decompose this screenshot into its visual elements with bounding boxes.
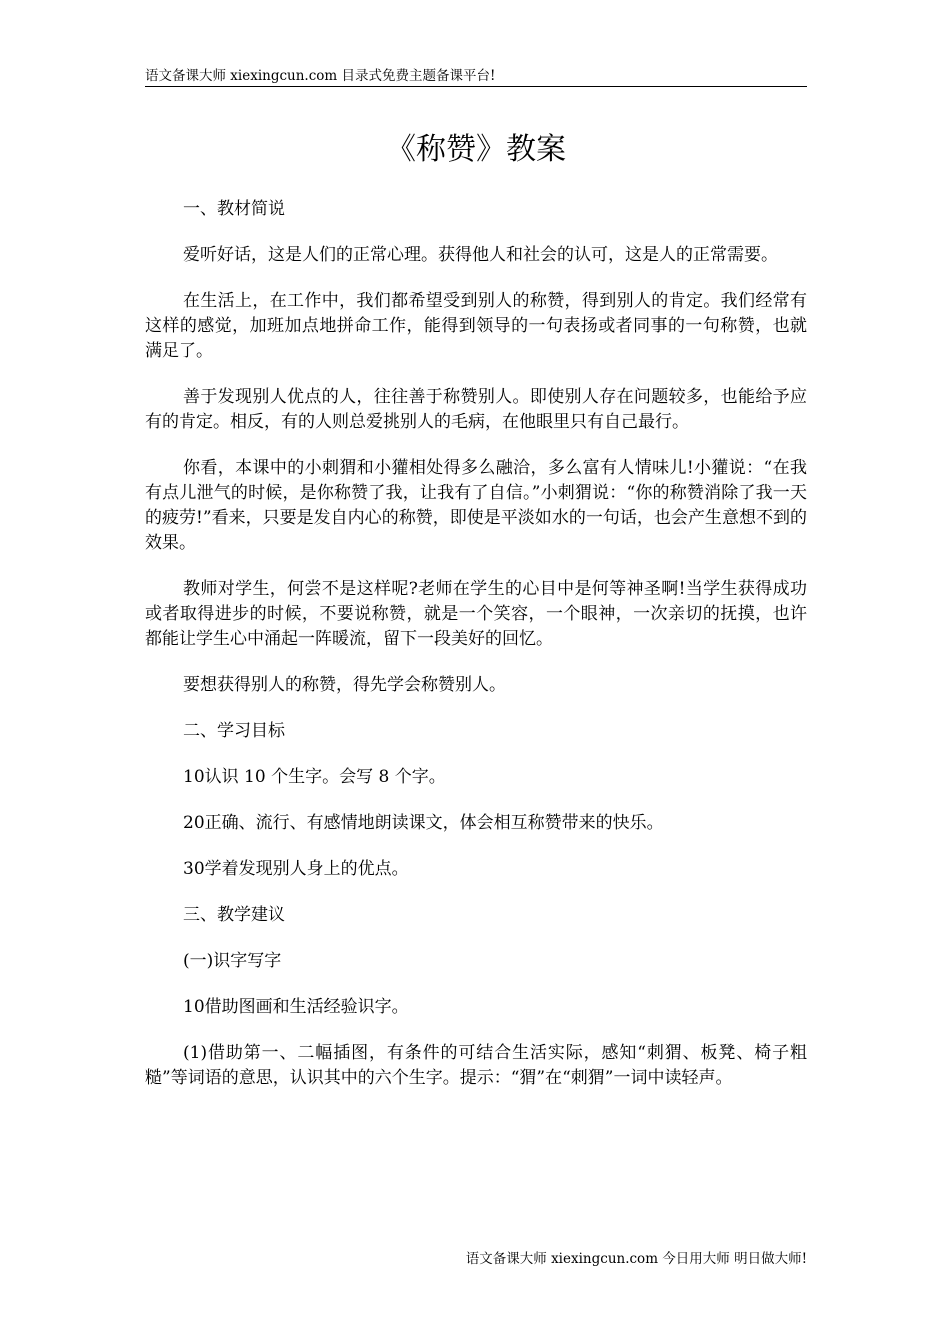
body-paragraph: 在生活上，在工作中，我们都希望受到别人的称赞，得到别人的肯定。我们经常有这样的感觉，加班加点地拼命工作，能得到领导的一句表扬或者同事的一句称赞，也就满足了。 — [145, 291, 807, 361]
page-header: 语文备课大师 xiexingcun.com 目录式免费主题备课平台! — [145, 68, 496, 84]
body-paragraph: 你看，本课中的小刺猬和小獾相处得多么融洽，多么富有人情味儿!小獾说：“在我有点儿泄气的时候，是你称赞了我，让我有了自信。”小刺猬说：“你的称赞消除了我一天的疲劳!”看来，只要是发自内心的称赞，即使是平淡如水的一句话，也会产生意想不到的效果。 — [145, 458, 807, 553]
document-title: 《称赞》教案 — [386, 132, 566, 167]
section-heading: 二、学习目标 — [183, 721, 285, 741]
subsection-heading: (一)识字写字 — [183, 951, 282, 971]
document-body — [145, 197, 807, 1112]
body-paragraph: 教师对学生，何尝不是这样呢?老师在学生的心目中是何等神圣啊!当学生获得成功或者取得进步的时候，不要说称赞，就是一个笑容，一个眼神，一次亲切的抚摸，也许都能让学生心中涌起一阵暖流，留下一段美好的回忆。 — [145, 579, 807, 649]
list-item: 20正确、流行、有感情地朗读课文，体会相互称赞带来的快乐。 — [183, 813, 664, 833]
body-paragraph: (1)借助第一、二幅插图，有条件的可结合生活实际，感知“刺猬、板凳、椅子粗糙”等词语的意思，认识其中的六个生字。提示：“猬”在“刺猬”一词中读轻声。 — [145, 1043, 807, 1088]
body-paragraph: 要想获得别人的称赞，得先学会称赞别人。 — [183, 675, 506, 695]
list-item: 10借助图画和生活经验识字。 — [183, 997, 409, 1017]
list-item: 30学着发现别人身上的优点。 — [183, 859, 409, 879]
body-paragraph: 爱听好话，这是人们的正常心理。获得他人和社会的认可，这是人的正常需要。 — [183, 245, 778, 265]
header-divider — [145, 86, 807, 87]
section-heading: 一、教材简说 — [183, 199, 285, 219]
list-item: 10认识 10 个生字。会写 8 个字。 — [183, 767, 446, 787]
page-footer: 语文备课大师 xiexingcun.com 今日用大师 明日做大师! — [465, 1251, 807, 1267]
body-paragraph: 善于发现别人优点的人，往往善于称赞别人。即使别人存在问题较多，也能给予应有的肯定。相反，有的人则总爱挑别人的毛病，在他眼里只有自己最行。 — [145, 387, 807, 432]
section-heading: 三、教学建议 — [183, 905, 285, 925]
